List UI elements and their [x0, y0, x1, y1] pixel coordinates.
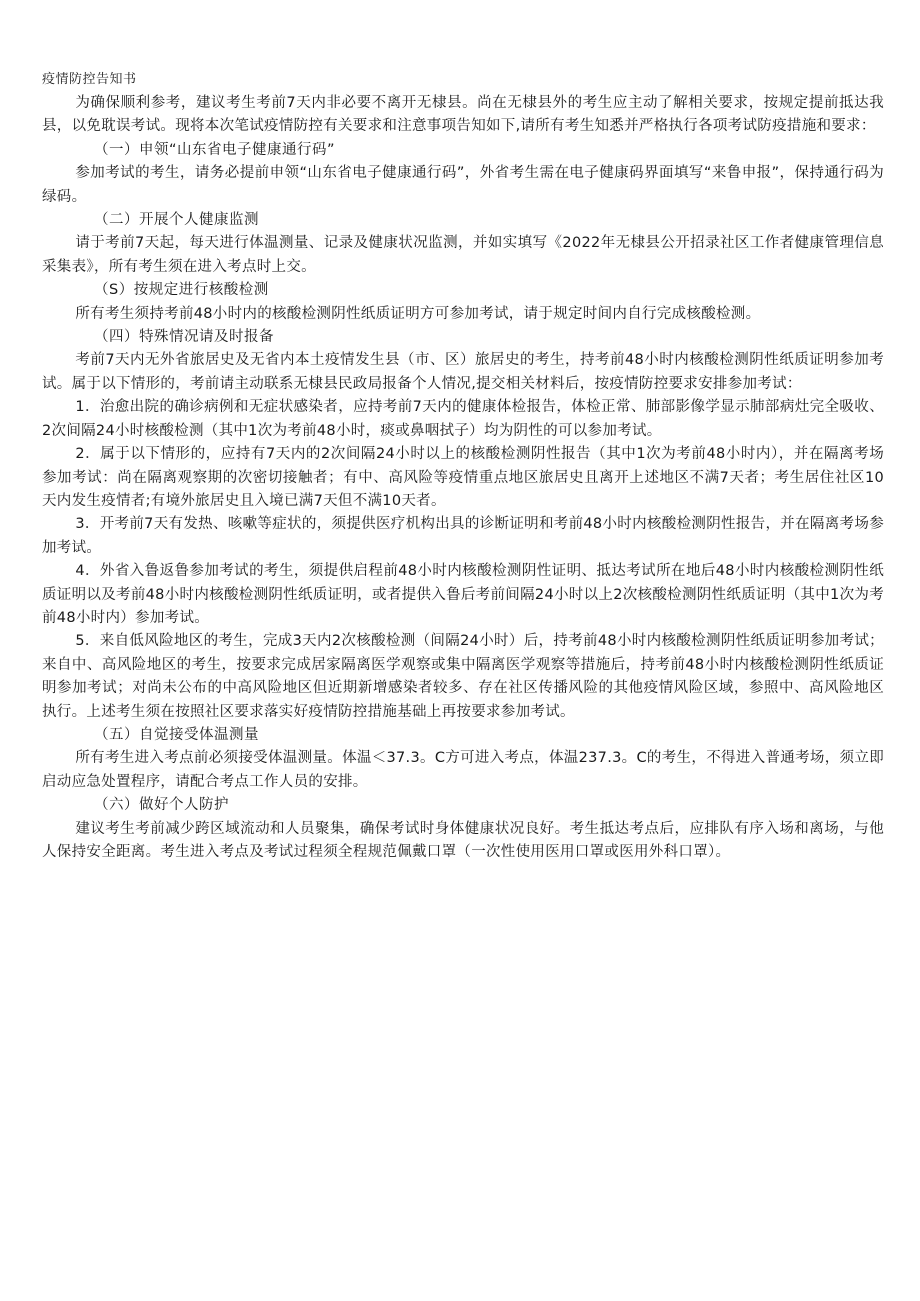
section-heading-3: （S）按规定进行核酸检测 [94, 282, 269, 299]
intro-paragraph: 为确保顺利参考，建议考生考前7天内非必要不离开无棣县。尚在无棣县外的考生应主动了解相关要求，按规定提前抵达我县，以免耽误考试。现将本次笔试疫情防控有关要求和注意事项告知如下,请所有考生知悉并严格执行各项考试防疫措施和要求： [42, 95, 884, 135]
section-6-body: 建议考生考前减少跨区域流动和人员聚集，确保考试时身体健康状况良好。考生抵达考点后，应排队有序入场和离场，与他人保持安全距离。考生进入考点及考试过程须全程规范佩戴口罩（一次性使用医用口罩或医用外科口罩）。 [42, 820, 884, 860]
section-heading-4: （四）特殊情况请及时报备 [94, 329, 274, 346]
section-4-body: 考前7天内无外省旅居史及无省内本土疫情发生县（市、区）旅居史的考生，持考前48小时内核酸检测阴性纸质证明参加考试。属于以下情形的，考前请主动联系无棣县民政局报备个人情况,提交相关材料后，按疫情防控要求安排参加考试： [42, 352, 884, 392]
section-5-body: 所有考生进入考点前必须接受体温测量。体温＜37.3。C方可进入考点，体温237.3。C的考生，不得进入普通考场，须立即启动应急处置程序，请配合考点工作人员的安排。 [42, 750, 884, 790]
section-3-body: 所有考生须持考前48小时内的核酸检测阴性纸质证明方可参加考试，请于规定时间内自行完成核酸检测。 [75, 305, 761, 322]
section-heading-5: （五）自觉接受体温测量 [94, 726, 259, 743]
document-title: 疫情防控告知书 [42, 72, 137, 87]
section-2-body: 请于考前7天起，每天进行体温测量、记录及健康状况监测，并如实填写《2022年无棣县公开招录社区工作者健康管理信息采集表》，所有考生须在进入考点时上交。 [42, 235, 884, 275]
section-heading-6: （六）做好个人防护 [94, 797, 229, 814]
section-heading-1: （一）申领“山东省电子健康通行码” [94, 141, 336, 158]
section-4-item-1: 1．治愈出院的确诊病例和无症状感染者，应持考前7天内的健康体检报告，体检正常、肺部影像学显示肺部病灶完全吸收、2次间隔24小时核酸检测（其中1次为考前48小时，痰或鼻咽拭子）均为阴性的可以参加考试。 [42, 399, 884, 439]
section-4-item-2: 2．属于以下情形的，应持有7天内的2次间隔24小时以上的核酸检测阴性报告（其中1次为考前48小时内），并在隔离考场参加考试：尚在隔离观察期的次密切接触者；有中、高风险等疫情重点地区旅居史且离开上述地区不满7天者；考生居住社区10天内发生疫情者;有境外旅居史且入境已满7天但不满10天者。 [42, 446, 884, 509]
section-1-body: 参加考试的考生，请务必提前申领“山东省电子健康通行码”，外省考生需在电子健康码界面填写“来鲁申报”，保持通行码为绿码。 [42, 165, 884, 205]
section-4-item-4: 4．外省入鲁返鲁参加考试的考生，须提供启程前48小时内核酸检测阴性证明、抵达考试所在地后48小时内核酸检测阴性纸质证明以及考前48小时内核酸检测阴性纸质证明，或者提供入鲁后考前间隔24小时以上2次核酸检测阴性纸质证明（其中1次为考前48小时内）参加考试。 [42, 563, 884, 626]
document-page [42, 70, 884, 864]
section-heading-2: （二）开展个人健康监测 [94, 212, 259, 229]
section-4-item-5: 5．来自低风险地区的考生，完成3天内2次核酸检测（间隔24小时）后，持考前48小时内核酸检测阴性纸质证明参加考试；来自中、高风险地区的考生，按要求完成居家隔离医学观察或集中隔离医学观察等措施后，持考前48小时内核酸检测阴性纸质证明参加考试；对尚未公布的中高风险地区但近期新增感染者较多、存在社区传播风险的其他疫情风险区域，参照中、高风险地区执行。上述考生须在按照社区要求落实好疫情防控措施基础上再按要求参加考试。 [42, 633, 884, 720]
section-4-item-3: 3．开考前7天有发热、咳嗽等症状的，须提供医疗机构出具的诊断证明和考前48小时内核酸检测阴性报告，并在隔离考场参加考试。 [42, 516, 884, 556]
